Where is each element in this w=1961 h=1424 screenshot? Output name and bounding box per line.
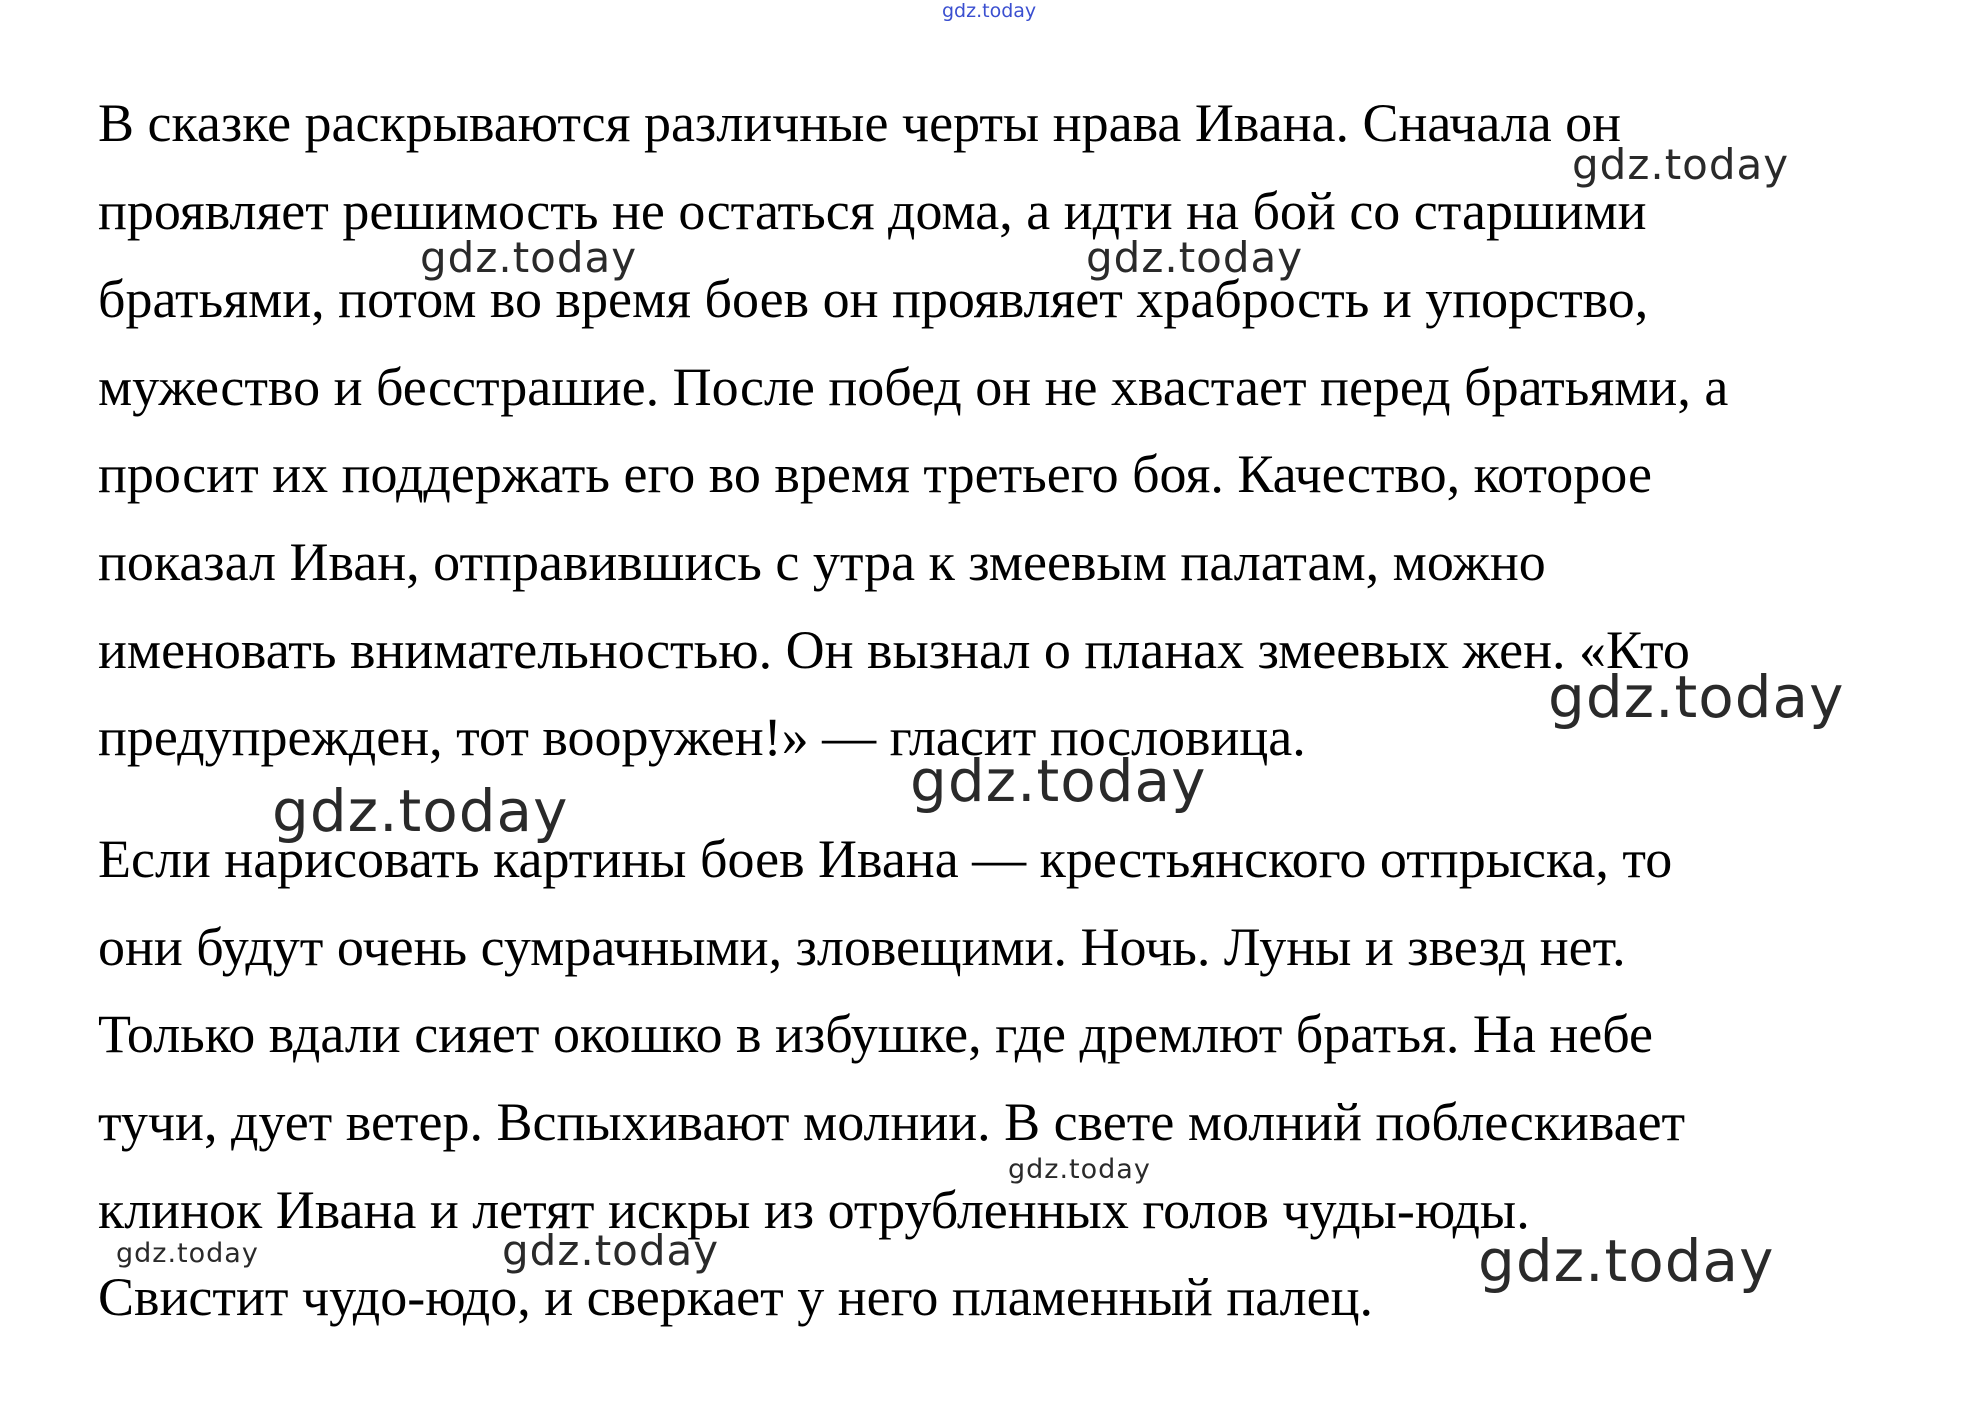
watermark: gdz.today [1572,140,1790,189]
paragraph-1-line-5: просит их поддержать его во время третьего боя. Качество, которое [98,444,1652,504]
paragraph-1-line-8: предупрежден, тот вооружен!» — гласит пословица. [98,707,1306,767]
paragraph-1-line-7: именовать внимательностью. Он вызнал о планах змеевых жен. «Кто [98,620,1690,680]
watermark: gdz.today [272,777,569,845]
watermark: gdz.today [1086,233,1304,282]
watermark: gdz.today [910,747,1207,815]
watermark: gdz.today [1008,1154,1151,1185]
watermark: gdz.today [420,233,638,282]
paragraph-1-line-6: показал Иван, отправившись с утра к змеевым палатам, можно [98,532,1546,592]
paragraph-2-line-2: они будут очень сумрачными, зловещими. Ночь. Луны и звезд нет. [98,917,1626,977]
paragraph-2-line-1: Если нарисовать картины боев Ивана — крестьянского отпрыска, то [98,829,1673,889]
watermark: gdz.today [1478,1227,1775,1295]
watermark: gdz.today [502,1226,720,1275]
paragraph-2-line-5: клинок Ивана и летят искры из отрубленных голов чуды-юды. [98,1180,1530,1240]
watermark: gdz.today [116,1238,259,1269]
watermark: gdz.today [942,0,1037,22]
paragraph-2-line-3: Только вдали сияет окошко в избушке, где дремлют братья. На небе [98,1004,1653,1064]
paragraph-1-line-2: проявляет решимость не остаться дома, а идти на бой со старшими [98,181,1647,241]
paragraph-1-line-1: В сказке раскрываются различные черты нрава Ивана. Сначала он [98,93,1622,153]
paragraph-1-line-3: братьями, потом во время боев он проявляет храбрость и упорство, [98,269,1649,329]
paragraph-1-line-4: мужество и бесстрашие. После побед он не хвастает перед братьями, а [98,357,1729,417]
paragraph-2-line-4: тучи, дует ветер. Вспыхивают молнии. В свете молний поблескивает [98,1092,1686,1152]
paragraph-2-line-6: Свистит чудо-юдо, и сверкает у него пламенный палец. [98,1267,1373,1327]
watermark: gdz.today [1548,663,1845,731]
